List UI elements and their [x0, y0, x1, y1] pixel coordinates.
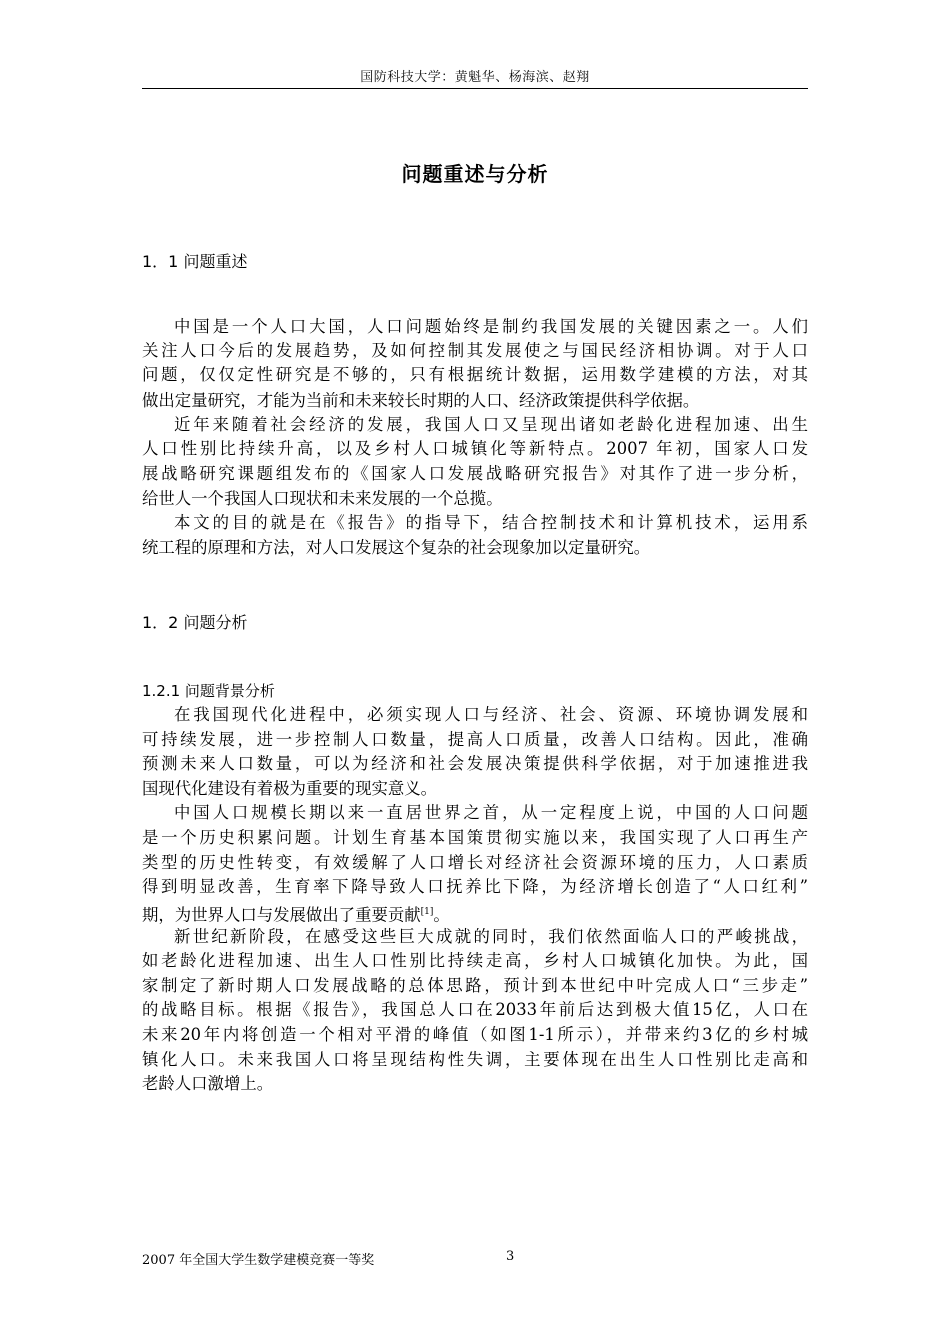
paragraph-line: 类型的历史性转变，有效缓解了人口增长对经济社会资源环境的压力，人口素质 — [142, 853, 808, 872]
footer-text: 2007 年全国大学生数学建模竞赛一等奖 — [142, 1253, 375, 1268]
paragraph-line: 国现代化建设有着极为重要的现实意义。 — [142, 779, 438, 798]
paragraph-line: 镇化人口。未来我国人口将呈现结构性失调，主要体现在出生人口性别比走高和 — [142, 1050, 808, 1069]
paragraph-line: 近年来随着社会经济的发展，我国人口又呈现出诸如老龄化进程加速、出生 — [174, 415, 808, 434]
paragraph-line: 老龄人口激增上。 — [142, 1074, 274, 1093]
paragraph-line: 问题，仅仅定性研究是不够的，只有根据统计数据，运用数学建模的方法，对其 — [142, 365, 808, 384]
page-number: 3 — [506, 1249, 515, 1264]
paragraph-line: 本文的目的就是在《报告》的指导下，结合控制技术和计算机技术，运用系 — [174, 513, 808, 532]
paragraph-line: 的战略目标。根据《报告》，我国总人口在2033年前后达到极大值15亿，人口在 — [142, 1000, 808, 1019]
paragraph-line: 如老龄化进程加速、出生人口性别比持续走高，乡村人口城镇化加快。为此，国 — [142, 951, 808, 970]
paragraph-line: 在我国现代化进程中，必须实现人口与经济、社会、资源、环境协调发展和 — [174, 705, 808, 724]
paragraph-line: 可持续发展，进一步控制人口数量，提高人口质量，改善人口结构。因此，准确 — [142, 730, 808, 749]
paragraph-line: 关注人口今后的发展趋势，及如何控制其发展使之与国民经济相协调。对于人口 — [142, 341, 808, 360]
header-rule — [142, 88, 808, 89]
paragraph-line: 中国人口规模长期以来一直居世界之首，从一定程度上说，中国的人口问题 — [174, 803, 808, 822]
paragraph-line: 得到明显改善，生育率下降导致人口抚养比下降，为经济增长创造了“人口红利” — [142, 877, 808, 896]
paragraph-line: 做出定量研究，才能为当前和未来较长时期的人口、经济政策提供科学依据。 — [142, 391, 700, 410]
paragraph-line: 未来20年内将创造一个相对平滑的峰值（如图1-1所示），并带来约3亿的乡村城 — [142, 1025, 808, 1044]
paragraph-line: 是一个历史积累问题。计划生育基本国策贯彻实施以来，我国实现了人口再生产 — [142, 828, 808, 847]
citation-tail: 。 — [433, 905, 450, 925]
paragraph-line: 中国是一个人口大国，人口问题始终是制约我国发展的关键因素之一。人们 — [174, 317, 808, 336]
paragraph-line: 人口性别比持续升高，以及乡村人口城镇化等新特点。2007 年初，国家人口发 — [142, 439, 808, 458]
citation-ref: [1] — [420, 907, 434, 917]
running-header: 国防科技大学：黄魁华、杨海滨、赵翔 — [360, 70, 590, 85]
paragraph-line-with-citation — [142, 900, 808, 927]
paragraph-line: 给世人一个我国人口现状和未来发展的一个总揽。 — [142, 489, 503, 508]
paragraph-line: 展战略研究课题组发布的《国家人口发展战略研究报告》对其作了进一步分析， — [142, 464, 808, 483]
page-title: 问题重述与分析 — [401, 162, 549, 186]
paragraph-line: 新世纪新阶段，在感受这些巨大成就的同时，我们依然面临人口的严峻挑战， — [174, 927, 808, 946]
paragraph-line: 家制定了新时期人口发展战略的总体思路，预计到本世纪中叶完成人口“三步走” — [142, 976, 808, 995]
paragraph-line-text: 期，为世界人口与发展做出了重要贡献 — [142, 905, 421, 925]
paragraph-line: 统工程的原理和方法，对人口发展这个复杂的社会现象加以定量研究。 — [142, 538, 651, 557]
section-heading-1-1: 1．1 问题重述 — [142, 252, 248, 271]
section-heading-1-2: 1．2 问题分析 — [142, 613, 248, 632]
paragraph-line: 预测未来人口数量，可以为经济和社会发展决策提供科学依据，对于加速推进我 — [142, 754, 808, 773]
subsection-heading-1-2-1: 1.2.1 问题背景分析 — [142, 682, 275, 700]
